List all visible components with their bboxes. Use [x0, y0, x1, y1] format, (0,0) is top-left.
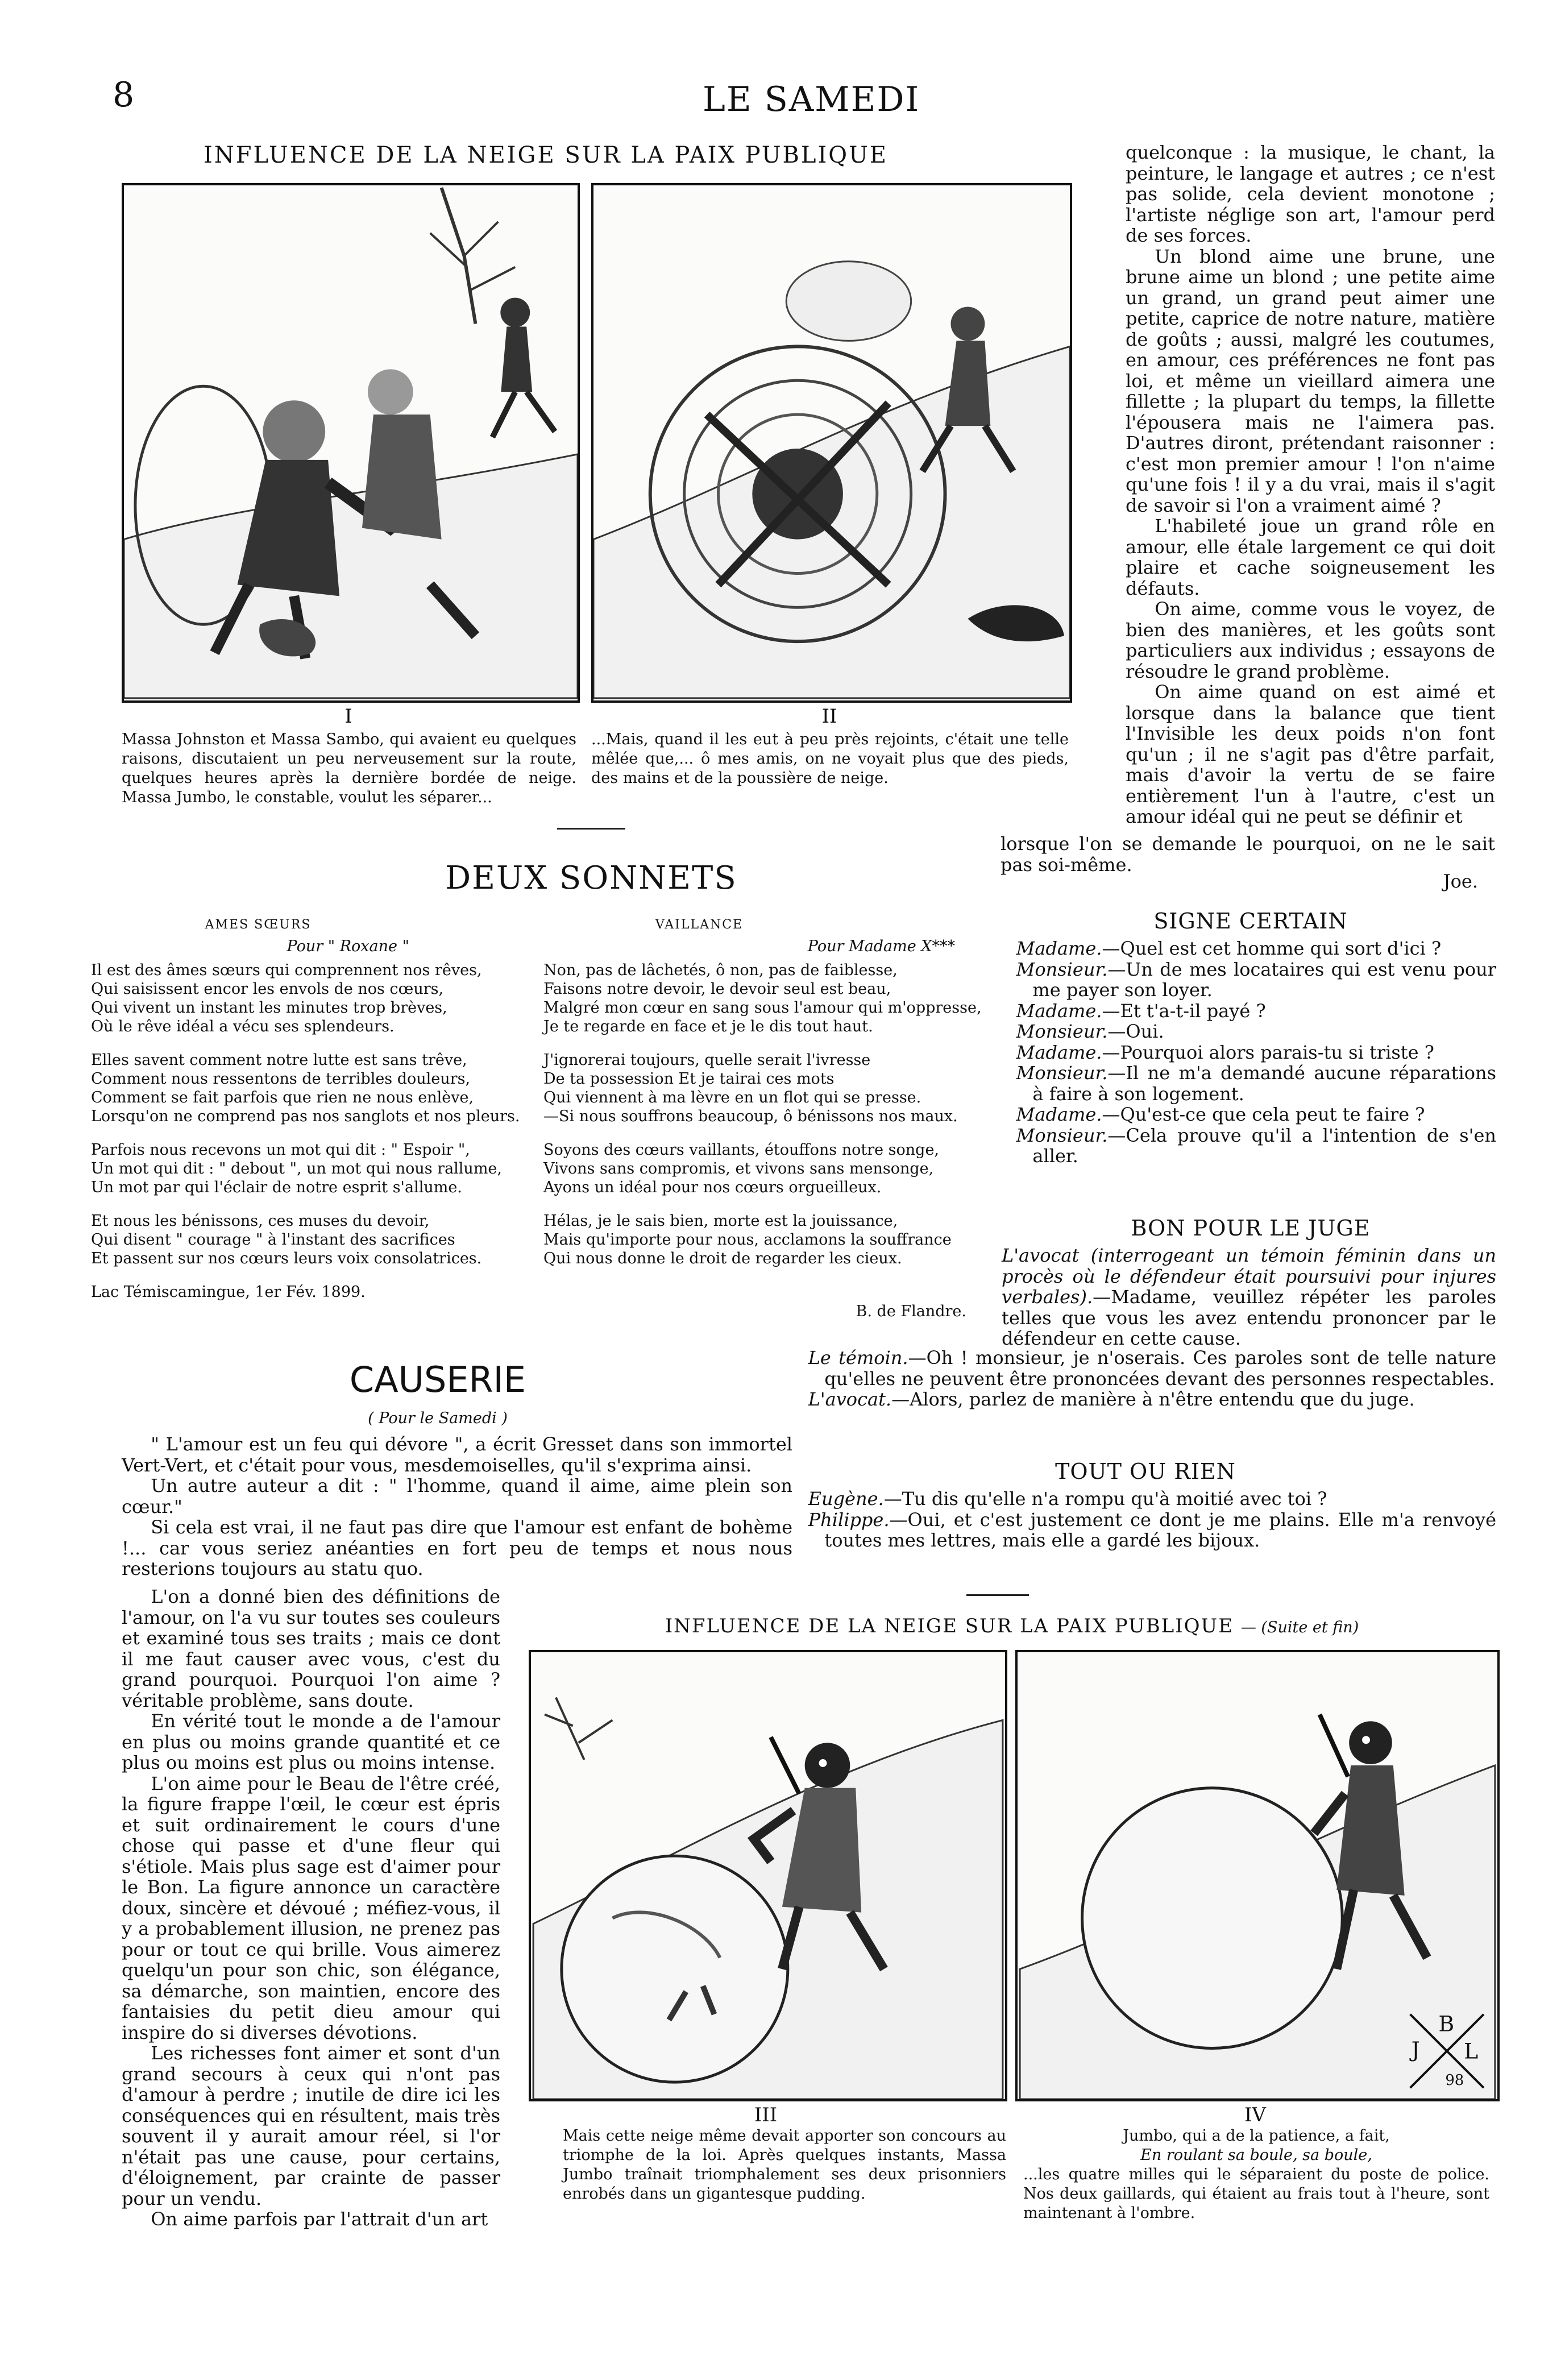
comic-top-title: INFLUENCE DE LA NEIGE SUR LA PAIX PUBLIQUE [204, 142, 888, 168]
verse-line: Où le rêve idéal a vécu ses splendeurs. [91, 1018, 395, 1035]
speaker: Monsieur. [1016, 1062, 1108, 1084]
causerie-intro [122, 1434, 792, 1579]
line-text: —Pourquoi alors parais-tu si triste ? [1102, 1041, 1434, 1063]
verse-line: Je te regarde en face et je le dis tout haut. [543, 1018, 873, 1035]
verse-line: Un mot par qui l'éclair de notre esprit s'allume. [91, 1179, 462, 1196]
verse-line: Et nous les bénissons, ces muses du devoir, [91, 1212, 430, 1230]
svg-text:B: B [1438, 2011, 1455, 2037]
verse-line: Malgré mon cœur en sang sous l'amour qui m'oppresse, [543, 999, 982, 1017]
causerie-paragraph: Un autre auteur a dit : " l'homme, quand il aime, aime plein son cœur." [122, 1475, 792, 1517]
comic-panel-1 [122, 183, 580, 703]
verse-line: —Si nous souffrons beaucoup, ô bénissons nos maux. [543, 1108, 958, 1125]
comic-bottom-heading [529, 1615, 1495, 1637]
right-paragraph: Un blond aime une brune, une brune aime un blond ; une petite aime un grand, un grand peut aimer une petite, caprice de notre nature, matière de goûts ; aussi, malgré les coutumes, en amour, ces préférences ne font pas loi, et même un vieillard aimera une fillette ; la plupart du temps, la fillette l'épousera mais ne l'aimera pas. D'autres diront, prétendant raisonner : c'est mon premier amour ! l'on n'aime qu'une fois ! il y a du vrai, mais il s'agit de savoir si l'on a vraiment aimé ? [1126, 245, 1495, 516]
comic-panel-3 [529, 1650, 1007, 2101]
speaker: Monsieur. [1016, 958, 1108, 980]
line-text: —Il ne m'a demandé aucune réparations à faire à son logement. [1032, 1062, 1496, 1105]
dialogue-line [1002, 1021, 1496, 1042]
sonnet-2-text [543, 961, 993, 1268]
right-column-text [1126, 142, 1495, 827]
speaker: Madame. [1016, 938, 1102, 959]
verse-line: Comment nous ressentons de terribles douleurs, [91, 1070, 471, 1088]
verse-line: Un mot qui dit : " debout ", un mot qui nous rallume, [91, 1160, 502, 1177]
verse-line: Soyons des cœurs vaillants, étouffons notre songe, [543, 1141, 940, 1159]
causerie-paragraph: L'on a donné bien des définitions de l'amour, on l'a vu sur toutes ses couleurs et examiné tous ses traits ; mais ce dont il me faut causer avec vous, c'est du grand pourquoi. Pourquoi l'on aime ? véritable problème, sans doute. [122, 1586, 500, 1711]
dialogue-line [794, 1389, 1496, 1410]
verse-line: Hélas, je le sais bien, morte est la jouissance, [543, 1212, 898, 1230]
panel-4-caption-line1: Jumbo, qui a de la patience, a fait, [1123, 2127, 1390, 2145]
verse-line: Qui vivent un instant les minutes trop brèves, [91, 999, 447, 1017]
panel-2-caption: ...Mais, quand il les eut à peu près rejoints, c'était une telle mêlée que,... ô mes amis, on ne voyait plus que des pieds, des mains et de la poussière de neige. [591, 731, 1069, 787]
verse-line: Elles savent comment notre lutte est sans trêve, [91, 1051, 467, 1069]
svg-text:J: J [1411, 2037, 1420, 2062]
dialogue-line [1002, 959, 1496, 1001]
newspaper-title: LE SAMEDI [703, 80, 920, 119]
causerie-paragraph: L'on aime pour le Beau de l'être créé, la figure frappe l'œil, le cœur est épris et suit ordinairement le cours d'une chose qui passe et d'une fleur qui s'étiole. Mais plus sage est d'aimer pour le Bon. La figure annonce un caractère doux, sincère et dévoué ; méfiez-vous, il y a probablement illusion, ne prenez pas pour or tout ce qui brille. Vous aimerez quelqu'un pour son chic, son élégance, sa démarche, son maintien, encore des fantaisies du petit dieu amour qui inspire do si diverses dévotions. [122, 1772, 500, 2043]
signe-certain-dialogue [1002, 938, 1496, 1167]
comic-bottom-title-suffix: — (Suite et fin) [1240, 1619, 1359, 1636]
panel-2-number: II [821, 705, 837, 728]
separator-rule [966, 1594, 1029, 1596]
causerie-paragraph: " L'amour est un feu qui dévore ", a écrit Gresset dans son immortel Vert-Vert, et c'était pour vous, mesdemoiselles, qu'il s'exprima ainsi. [122, 1433, 792, 1476]
intro-rest: —Madame, veuillez répéter les paroles telles que vous les avez entendu prononcer par le défendeur en cette cause. [1002, 1286, 1496, 1349]
deux-sonnets-title: DEUX SONNETS [445, 860, 737, 897]
panel-1-number: I [344, 705, 352, 728]
sonnet-signature: Lac Témiscamingue, 1er Fév. 1899. [91, 1283, 366, 1301]
bon-pour-le-juge-title: BON POUR LE JUGE [1131, 1216, 1371, 1241]
verse-line: Qui disent " courage " à l'instant des sacrifices [91, 1231, 455, 1249]
comic-panel-2 [591, 183, 1072, 703]
dialogue-line [1002, 1104, 1496, 1125]
page-number: 8 [113, 75, 135, 115]
bon-pour-le-juge-dialogue [794, 1347, 1496, 1410]
speaker: L'avocat. [808, 1388, 892, 1410]
line-text: —Oui, et c'est justement ce dont je me plains. Elle m'a renvoyé toutes mes lettres, mais elle a gardé les bijoux. [824, 1508, 1496, 1551]
right-paragraph: On aime, comme vous le voyez, de bien des manières, et les goûts sont particuliers aux individus ; essayons de résoudre le grand problème. [1126, 598, 1495, 682]
comic-bottom-title: INFLUENCE DE LA NEIGE SUR LA PAIX PUBLIQUE [665, 1615, 1234, 1637]
panel-4-caption-italic: En roulant sa boule, sa boule, [1140, 2146, 1372, 2164]
speaker: Monsieur. [1016, 1124, 1108, 1146]
causerie-title: CAUSERIE [349, 1359, 526, 1400]
line-text: —Cela prouve qu'il a l'intention de s'en aller. [1032, 1124, 1496, 1167]
causerie-paragraph: En vérité tout le monde a de l'amour en plus ou moins grande quantité et ce plus ou moins est plus ou moins intense. [122, 1710, 500, 1773]
line-text: —Quel est cet homme qui sort d'ici ? [1102, 938, 1442, 959]
svg-text:L: L [1464, 2038, 1479, 2064]
intro-italic: L'avocat (interrogeant un témoin féminin dans un procès où le défendeur était poursuivi pour injures verbales). [1002, 1245, 1496, 1308]
line-text: —Alors, parlez de manière à n'être entendu que du juge. [891, 1388, 1415, 1410]
panel-3-number: III [754, 2104, 778, 2126]
causerie-column [122, 1586, 500, 2230]
causerie-paragraph: Si cela est vrai, il ne faut pas dire que l'amour est enfant de bohème !... car vous seriez anéanties en fort peu de temps et nous nous resterions toujours au statu quo. [122, 1516, 792, 1579]
verse-line: Vivons sans compromis, et vivons sans mensonge, [543, 1160, 934, 1177]
speaker: Madame. [1016, 1000, 1102, 1022]
line-text: —Oh ! monsieur, je n'oserais. Ces paroles sont de telle nature qu'elles ne peuvent être prononcées devant des personnes respectables. [824, 1347, 1497, 1390]
dialogue-line [794, 1347, 1496, 1389]
speaker: Madame. [1016, 1041, 1102, 1063]
panel-4-number: IV [1244, 2104, 1266, 2126]
dialogue-line [794, 1510, 1496, 1551]
dialogue-line [1002, 1125, 1496, 1167]
comic-panel-4 [1015, 1650, 1500, 2101]
constable-rolling-snowball-illustration [1018, 1652, 1497, 2099]
causerie-subtitle: ( Pour le Samedi ) [368, 1409, 508, 1427]
dialogue-line [1002, 1001, 1496, 1022]
verse-line: Et passent sur nos cœurs leurs voix consolatrices. [91, 1250, 482, 1267]
verse-line: Faisons notre devoir, le devoir seul est beau, [543, 980, 891, 998]
speaker: Eugène. [808, 1488, 884, 1510]
sonnet-2-title: VAILLANCE [655, 918, 744, 932]
causerie-paragraph: Les richesses font aimer et sont d'un grand secours à ceux qui n'ont pas d'amour à perdre ; inutile de dire ici les conséquences qui en résultent, mais très souvent il y aurait amour réel, si l'or n'était pas une cause, pour certains, d'éloignement, par crainte de passer pour un vendu. [122, 2042, 500, 2209]
panel-3-caption: Mais cette neige même devait apporter son concours au triomphe de la loi. Après quelques instants, Massa Jumbo traînait triomphalement ses deux prisonniers enrobés dans un gigantesque pudding. [563, 2127, 1006, 2203]
verse-line: Qui saisissent encor les envols de nos cœurs, [91, 980, 444, 998]
verse-line: J'ignorerai toujours, quelle serait l'ivresse [543, 1051, 871, 1069]
constable-pushing-snowball-illustration [531, 1652, 1005, 2099]
right-paragraph: On aime quand on est aimé et lorsque dans la balance que tient l'Invisible les deux poids n'on font qu'un ; il ne s'agit pas d'être parfait, mais d'avoir la vertu de se faire entièrement l'un à l'autre, c'est un amour idéal qui ne peut se définir et [1126, 681, 1495, 827]
snow-fight-illustration [124, 185, 578, 700]
speaker: Philippe. [808, 1508, 890, 1531]
tout-ou-rien-dialogue [794, 1488, 1496, 1551]
speaker: Madame. [1016, 1104, 1102, 1125]
svg-text:98: 98 [1445, 2072, 1464, 2089]
verse-line: Mais qu'importe pour nous, acclamons la souffrance [543, 1231, 952, 1249]
sonnet-1-text [91, 961, 534, 1301]
bon-pour-le-juge-intro [1002, 1245, 1496, 1349]
right-paragraph: quelconque : la musique, le chant, la peinture, le langage et autres ; ce n'est pas solide, cela devient monotone ; l'artiste néglige son art, l'amour perd de ses forces. [1126, 142, 1495, 246]
sonnet-1-dedication: Pour " Roxane " [287, 938, 409, 955]
line-text: —Qu'est-ce que cela peut te faire ? [1102, 1104, 1425, 1125]
verse-line: Qui viennent à ma lèvre en un flot qui se presse. [543, 1089, 921, 1106]
verse-line: Qui nous donne le droit de regarder les cieux. [543, 1250, 902, 1267]
panel-4-caption-rest: ...les quatre milles qui le séparaient du poste de police. Nos deux gaillards, qui étaient au frais tout à l'heure, sont maintenant à l'ombre. [1023, 2166, 1489, 2222]
panel-1-caption: Massa Johnston et Massa Sambo, qui avaient eu quelques raisons, discutaient un peu nerveusement sur la route, quelques heures après la dernière bordée de neige. Massa Jumbo, le constable, voulut les séparer... [122, 731, 576, 806]
signe-certain-title: SIGNE CERTAIN [1153, 909, 1348, 934]
causerie-paragraph: On aime parfois par l'attrait d'un art [151, 2208, 488, 2230]
line-text: —Un de mes locataires qui est venu pour me payer son loyer. [1032, 958, 1496, 1001]
verse-line: Il est des âmes sœurs qui comprennent nos rêves, [91, 961, 482, 979]
verse-line: De ta possession Et je tairai ces mots [543, 1070, 835, 1088]
line-text: —Et t'a-t-il payé ? [1102, 1000, 1266, 1022]
right-column-signature: Joe. [1443, 870, 1478, 892]
verse-line: Non, pas de lâchetés, ô non, pas de faiblesse, [543, 961, 898, 979]
line-text: —Tu dis qu'elle n'a rompu qu'à moitié avec toi ? [883, 1488, 1327, 1510]
wide-paragraph-text: lorsque l'on se demande le pourquoi, on ne le sait pas soi-même. [1001, 833, 1495, 876]
verse-line: Parfois nous recevons un mot qui dit : " Espoir ", [91, 1141, 470, 1159]
panel-4-caption [1023, 2126, 1489, 2223]
verse-line: Lorsqu'on ne comprend pas nos sanglots et nos pleurs. [91, 1108, 520, 1125]
verse-line: Ayons un idéal pour nos cœurs orgueilleux. [543, 1179, 882, 1196]
intro-paragraph [1002, 1245, 1496, 1349]
verse-line: Comment se fait parfois que rien ne nous enlève, [91, 1089, 474, 1106]
sonnet-1-title: AMES SŒURS [205, 918, 312, 932]
dialogue-line [794, 1488, 1496, 1510]
sonnet-2-signature: B. de Flandre. [856, 1303, 966, 1320]
dialogue-line [1002, 938, 1496, 959]
speaker: Monsieur. [1016, 1021, 1108, 1042]
tout-ou-rien-title: TOUT OU RIEN [1055, 1459, 1236, 1484]
sonnet-2-dedication: Pour Madame X*** [807, 938, 955, 955]
line-text: —Oui. [1107, 1021, 1164, 1042]
dialogue-line [1002, 1042, 1496, 1063]
snowball-melee-illustration [593, 185, 1070, 700]
speaker: Le témoin. [808, 1347, 908, 1369]
right-paragraph: L'habileté joue un grand rôle en amour, elle étale largement ce qui doit plaire et cache soigneusement les défauts. [1126, 515, 1495, 599]
right-column-wide-paragraph [1001, 834, 1495, 875]
separator-rule [557, 828, 625, 830]
dialogue-line [1002, 1063, 1496, 1104]
